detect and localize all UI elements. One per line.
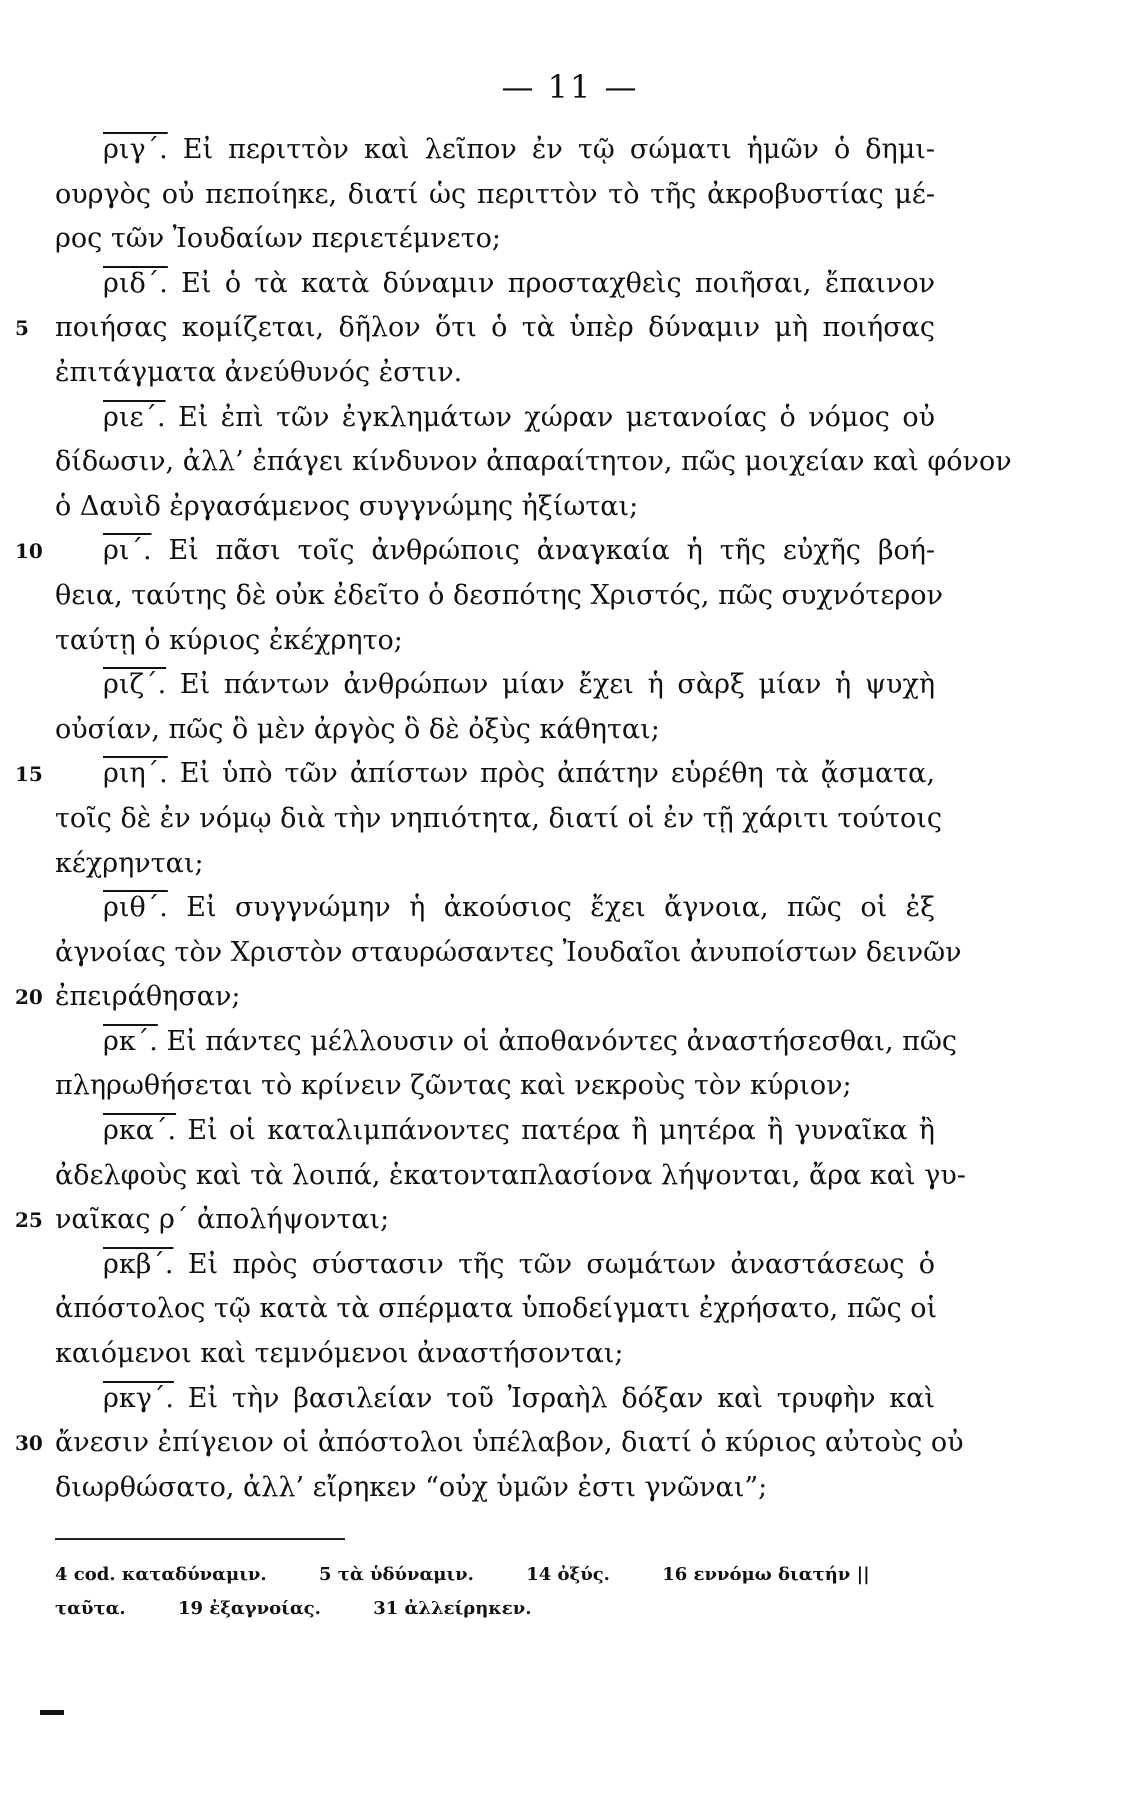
section-number: ριθ΄. [103, 892, 168, 924]
line-text: Εἰ ὑπὸ τῶν ἀπίστων πρὸς ἀπάτην εὑρέθη τὰ ᾄσματα, [179, 758, 935, 790]
line-text: Εἰ πᾶσι τοῖς ἀνθρώποις ἀναγκαία ἡ τῆς εὐχῆς βοή- [168, 535, 935, 567]
line-text: Εἰ τὴν βασιλείαν τοῦ Ἰσραὴλ δόξαν καὶ τρυφὴν καὶ [187, 1382, 935, 1414]
text-line [15, 529, 935, 574]
text-line [55, 1243, 935, 1288]
line-number: 5 [15, 316, 29, 341]
text-line [55, 1154, 966, 1199]
text-line [55, 1020, 958, 1065]
line-number: 25 [15, 1208, 43, 1233]
print-mark [40, 1710, 64, 1715]
line-text: ἐπειράθησαν; [55, 981, 241, 1013]
text-line [55, 1466, 935, 1511]
line-text: καιόμενοι καὶ τεμνόμενοι ἀναστήσονται; [55, 1338, 624, 1370]
line-text: ἀγνοίας τὸν Χριστὸν σταυρώσαντες Ἰουδαῖοι ἀνυποίστων δεινῶν [55, 936, 962, 968]
footnote: 14 ὀξύς. [526, 1564, 610, 1585]
line-text: Εἰ πάντες μέλλουσιν οἱ ἀποθανόντες ἀναστήσεσθαι, πῶς [166, 1025, 958, 1057]
line-text: ποιήσας κομίζεται, δῆλον ὅτι ὁ τὰ ὑπὲρ δύναμιν μὴ ποιήσας [55, 312, 935, 344]
text-line [55, 396, 935, 441]
line-text: οὐσίαν, πῶς ὃ μὲν ἀργὸς ὃ δὲ ὀξὺς κάθηται; [55, 713, 660, 745]
text-line [55, 351, 935, 396]
text-line [55, 1064, 935, 1109]
line-text: ρος τῶν Ἰουδαίων περιετέμνετο; [55, 223, 501, 255]
line-text: Εἰ περιττὸν καὶ λεῖπον ἐν τῷ σώματι ἡμῶν ὁ δημι- [182, 134, 935, 165]
text-line [55, 1109, 935, 1154]
footnote-line [55, 1558, 945, 1592]
text-line [15, 975, 935, 1020]
line-number: 20 [15, 985, 43, 1010]
text-line [55, 663, 935, 708]
section-number: ριε΄. [103, 401, 166, 433]
line-number: 15 [15, 762, 43, 787]
line-text: ἀπόστολος τῷ κατὰ τὰ σπέρματα ὑποδείγματι ἐχρήσατο, πῶς οἱ [55, 1293, 938, 1325]
line-text: ἄνεσιν ἐπίγειον οἱ ἀπόστολοι ὑπέλαβον, διατί ὁ κύριος αὐτοὺς οὐ [55, 1427, 964, 1459]
line-text: Εἰ ὁ τὰ κατὰ δύναμιν προσταχθεὶς ποιῆσαι, ἔπαινον [181, 267, 935, 299]
text-line [55, 886, 935, 931]
text-line [55, 1332, 935, 1377]
section-number: ρκα΄. [103, 1115, 177, 1147]
footnote: ταῦτα. [55, 1598, 126, 1619]
text-line [55, 440, 1012, 485]
text-line [15, 306, 935, 351]
section-number: ριζ΄. [103, 669, 167, 701]
line-text: ἀδελφοὺς καὶ τὰ λοιπά, ἑκατονταπλασίονα λήψονται, ἄρα καὶ γυ- [55, 1159, 966, 1191]
line-text: Εἰ πάντων ἀνθρώπων μίαν ἔχει ἡ σὰρξ μίαν ἡ ψυχὴ [179, 669, 935, 701]
line-text: ἐπιτάγματα ἀνεύθυνός ἐστιν. [55, 356, 463, 388]
body-text [15, 128, 1012, 1510]
text-line [55, 262, 935, 307]
footnote: 19 ἐξαγνοίας. [177, 1598, 321, 1619]
line-text: πληρωθήσεται τὸ κρίνειν ζῶντας καὶ νεκροὺς τὸν κύριον; [55, 1070, 852, 1102]
section-number: ρκ΄. [103, 1025, 158, 1057]
text-line [55, 1377, 935, 1422]
footnote-rule [55, 1538, 345, 1540]
line-text: κέχρηνται; [55, 847, 204, 879]
text-line [55, 619, 935, 664]
line-text: ταύτῃ ὁ κύριος ἐκέχρητο; [55, 624, 403, 656]
footnote: 16 εννόμω διατήν || [662, 1564, 870, 1585]
line-text: τοῖς δὲ ἐν νόμῳ διὰ τὴν νηπιότητα, διατί οἱ ἐν τῇ χάριτι τούτοις [55, 802, 942, 834]
section-number: ριδ΄. [103, 267, 168, 299]
footnote: 4 cod. καταδύναμιν. [55, 1564, 267, 1585]
text-line [55, 574, 943, 619]
text-line [55, 797, 942, 842]
text-line [15, 1421, 964, 1466]
footnote-line [55, 1592, 945, 1626]
line-text: ὁ Δαυὶδ ἐργασάμενος συγγνώμης ἠξίωται; [55, 490, 639, 522]
section-number: ριγ΄. [103, 134, 168, 165]
text-line [55, 1287, 938, 1332]
line-number: 30 [15, 1431, 43, 1456]
line-text: ουργὸς οὐ πεποίηκε, διατί ὡς περιττὸν τὸ τῆς ἀκροβυστίας μέ- [55, 178, 935, 210]
line-text: ναῖκας ρ΄ ἀπολήψονται; [55, 1204, 390, 1236]
section-number: ρκβ΄. [103, 1248, 174, 1280]
text-line [15, 752, 935, 797]
text-line [55, 217, 935, 262]
section-number: ρκγ΄. [103, 1382, 174, 1414]
text-line [55, 128, 935, 173]
text-line [55, 485, 935, 530]
section-number: ρι΄. [103, 535, 152, 567]
footnote: 31 ἀλλείρηκεν. [373, 1598, 532, 1619]
text-line [55, 931, 962, 976]
text-line [55, 173, 935, 218]
line-text: Εἰ οἱ καταλιμπάνοντες πατέρα ἢ μητέρα ἢ γυναῖκα ἢ [187, 1115, 935, 1147]
text-line [15, 1198, 935, 1243]
line-text: θεια, ταύτης δὲ οὐκ ἐδεῖτο ὁ δεσπότης Χριστός, πῶς συχνότερον [55, 579, 943, 611]
text-line [55, 708, 935, 753]
line-text: Εἰ συγγνώμην ἡ ἀκούσιος ἔχει ἄγνοια, πῶς οἱ ἐξ [186, 892, 935, 924]
section-number: ριη΄. [103, 758, 168, 790]
line-text: Εἰ πρὸς σύστασιν τῆς τῶν σωμάτων ἀναστάσεως ὁ [187, 1248, 936, 1280]
line-number: 10 [15, 539, 43, 564]
footnote: 5 τὰ ὑδύναμιν. [318, 1564, 474, 1585]
footnotes [55, 1558, 945, 1626]
page-number: — 11 — [501, 68, 639, 106]
line-text: δίδωσιν, ἀλλ’ ἐπάγει κίνδυνον ἀπαραίτητον, πῶς μοιχείαν καὶ φόνον [55, 446, 1012, 478]
line-text: Εἰ ἐπὶ τῶν ἐγκλημάτων χώραν μετανοίας ὁ νόμος οὐ [178, 401, 935, 433]
line-text: διωρθώσατο, ἀλλ’ εἴρηκεν “οὐχ ὑμῶν ἐστι γνῶναι”; [55, 1471, 768, 1503]
text-line [55, 842, 935, 887]
